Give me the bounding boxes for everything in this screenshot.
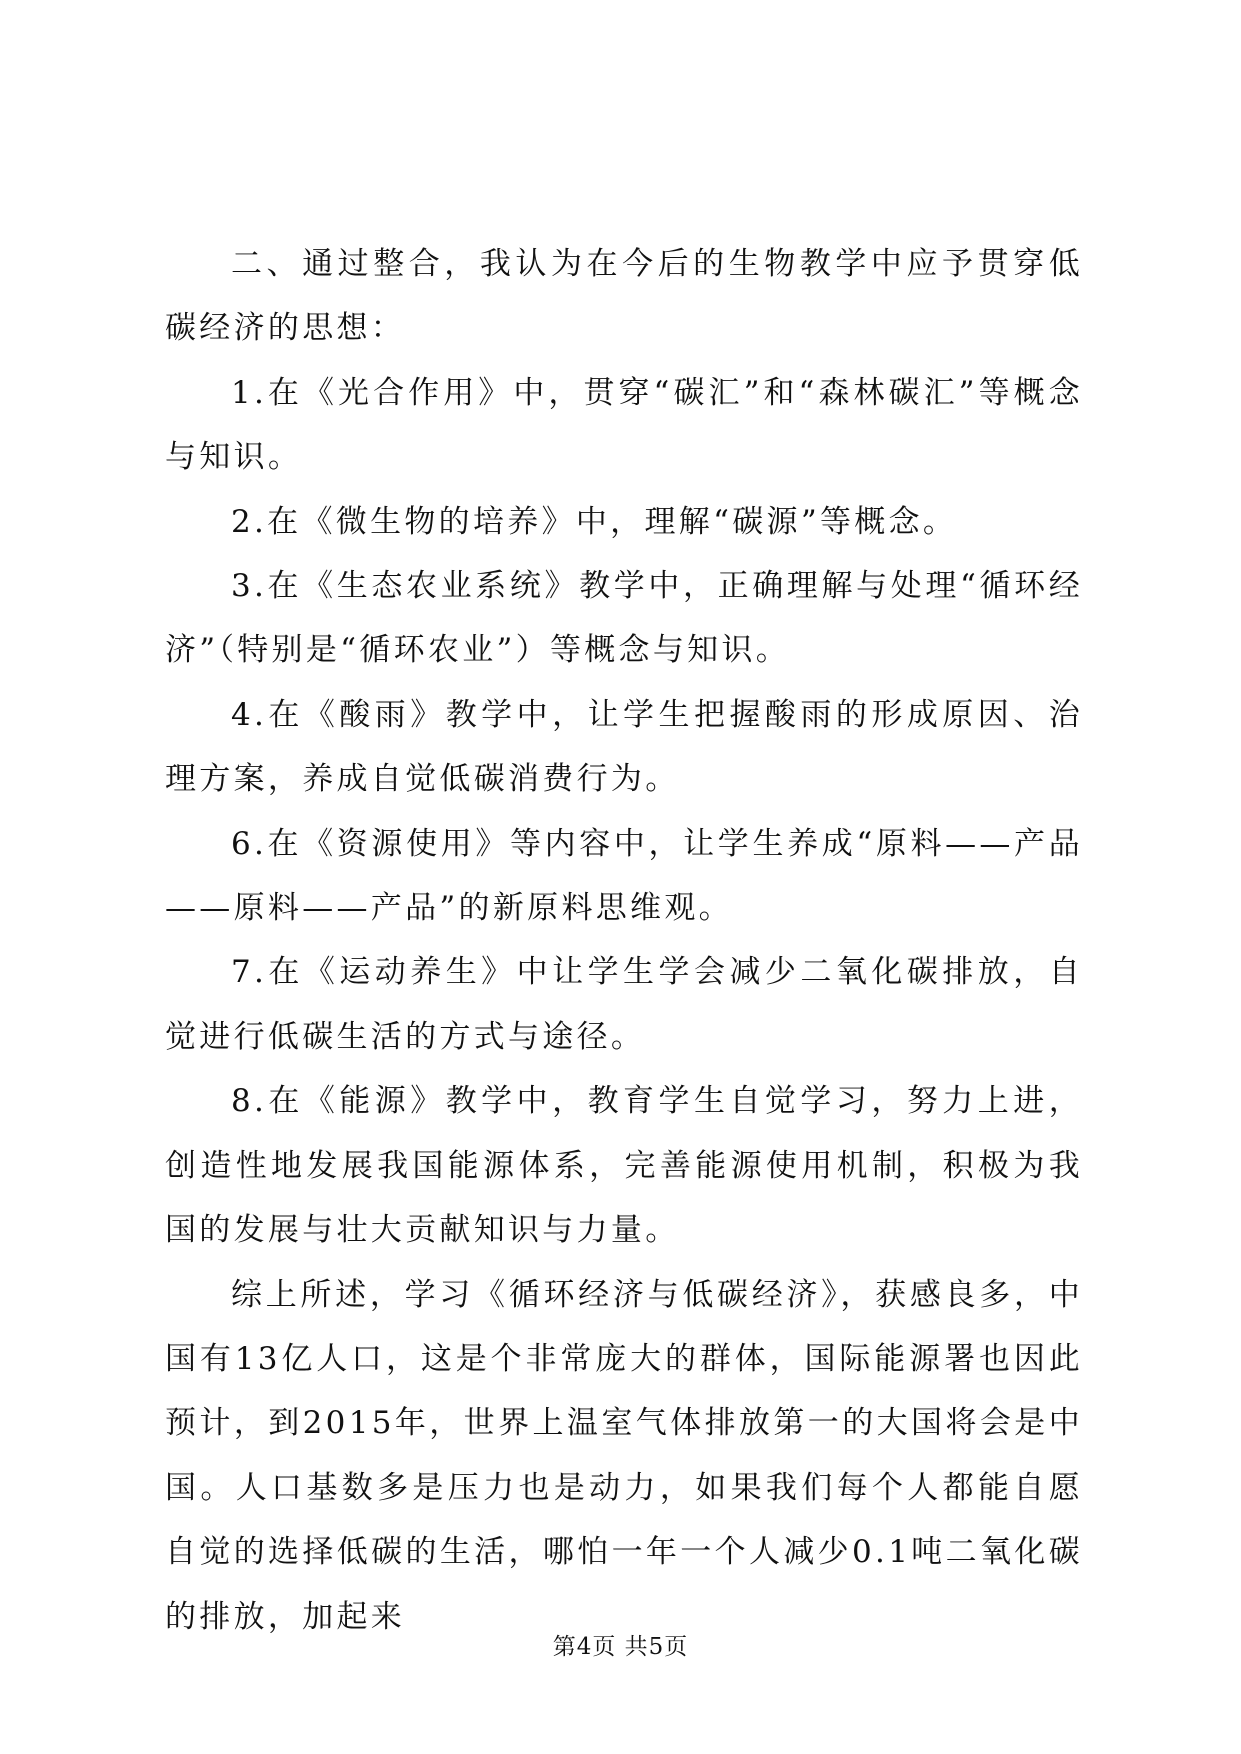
paragraph-intro: 二、通过整合，我认为在今后的生物教学中应予贯穿低碳经济的思想： — [165, 246, 1083, 347]
paragraph-item-7: 7.在《运动养生》中让学生学会减少二氧化碳排放，自觉进行低碳生活的方式与途径。 — [165, 954, 1083, 1055]
paragraph-item-6: 6.在《资源使用》等内容中，让学生养成“原料——产品——原料——产品”的新原料思维观。 — [165, 825, 1083, 927]
paragraph-summary: 综上所述，学习《循环经济与低碳经济》，获感良多，中国有13亿人口，这是个非常庞大的群体，国际能源署也因此预计，到2015年，世界上温室气体排放第一的大国将会是中国。人口基数多是压力也是动力，如果我们每个人都能自愿自觉的选择低碳的生活，哪怕一年一个人减少0.1吨二氧化碳的排放，加起来 — [165, 1276, 1083, 1635]
paragraph-item-3: 3.在《生态农业系统》教学中，正确理解与处理“循环经济”（特别是“循环农业”）等概念与知识。 — [165, 568, 1083, 669]
paragraph-item-8: 8.在《能源》教学中，教育学生自觉学习，努力上进，创造性地发展我国能源体系，完善能源使用机制，积极为我国的发展与壮大贡献知识与力量。 — [165, 1083, 1083, 1249]
paragraph-item-1: 1.在《光合作用》中，贯穿“碳汇”和“森林碳汇”等概念与知识。 — [165, 374, 1083, 476]
page-number-footer: 第4页 共5页 — [552, 1634, 689, 1660]
document-body — [165, 232, 1083, 1649]
paragraph-item-2: 2.在《微生物的培养》中，理解“碳源”等概念。 — [231, 503, 958, 540]
paragraph-item-4: 4.在《酸雨》教学中，让学生把握酸雨的形成原因、治理方案，养成自觉低碳消费行为。 — [165, 696, 1083, 798]
